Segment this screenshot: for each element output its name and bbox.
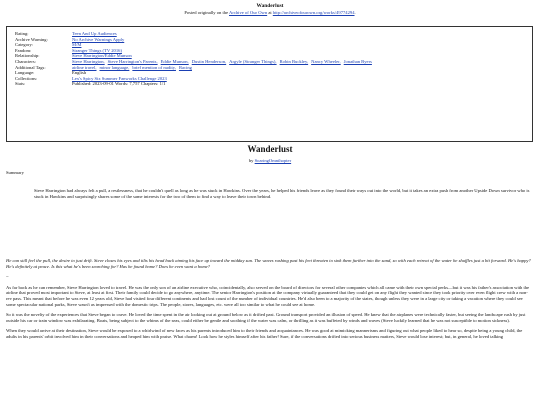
meta-tag-link[interactable]: minor language, (99, 64, 130, 70)
posted-prefix: Posted originally on the (184, 9, 229, 15)
meta-key: Additional Tags: (15, 64, 46, 70)
section-separator: ~ (6, 274, 9, 280)
meta-tag-link[interactable]: No Archive Warnings Apply (72, 36, 125, 42)
meta-tag-link[interactable]: M/M (72, 42, 82, 48)
at-text: at (268, 9, 272, 15)
meta-key: Language: (15, 70, 35, 76)
author-link[interactable]: SoaringOmnihopter (254, 158, 292, 163)
meta-tag-link[interactable]: Stranger Things (TV 2016) (72, 47, 122, 53)
meta-tag-link[interactable]: Steve Harrington, (72, 58, 105, 64)
meta-tag-link[interactable]: Dustin Henderson, (191, 58, 227, 64)
by-text: by (248, 158, 254, 163)
meta-key: Relationship: (15, 53, 40, 59)
meta-tag-link[interactable]: Teen And Up Audiences (72, 31, 117, 36)
body-paragraph: As far back as he can remember, Steve Harrington loved to travel. He was the only son of an airline executive who, coincidentally, also served on the board of directors for several other companies which all came with their own special perks—but it was his father's association with the airline that proved most important to Steve, at least at first. Their family could decide to go anywhere, anytime. The senior Harrington's position at the company virtually guaranteed that they could get on any flight they wanted since they took priority over even flight crew with a non-rev pass. This meant that before he was even 12 years old, Steve had visited four different continents and had lost count of the number of individual countries. He'd also been to a majority of the states, though unless they were in a large city or taking a vacation where they could see some spectacular national parks, Steve wasn't as impressed with the domestic trips. The people, stores, languages, etc. were all too similar to what he could see at home. (6, 284, 530, 307)
meta-key: Stats: (15, 81, 26, 87)
summary-label: Summary (6, 170, 24, 175)
posted-line (0, 10, 540, 16)
meta-tag-link[interactable]: Steve Harrington's Parents, (107, 58, 158, 64)
archive-link[interactable]: Archive of Our Own (229, 9, 268, 15)
meta-key: Fandom: (15, 47, 32, 53)
period: . (354, 9, 356, 15)
export-title: Wanderlust (256, 3, 284, 9)
meta-key: Category: (15, 42, 34, 48)
meta-row (15, 81, 532, 87)
meta-tag-link[interactable]: Steve Harrington/Eddie Munson (72, 53, 132, 59)
work-url-link[interactable]: http://archiveofourown.org/works/49774294 (272, 9, 355, 15)
body-paragraph: When they would arrive at their destination, Steve would be exposed to a whirlwind of new faces as his parents introduced him to their friends and acquaintances. He was good at mimicking mannerisms and figuring out what people liked to hear so, despite being a young child, the adults in his parents' orbit involved him in their conversations and heaped him with praise. What charm! Look how he styles himself after his father! Sure, if the conversations drifted into serious business matters, Steve would lose interest; but, in general, he loved talking (6, 328, 523, 339)
meta-key: Collections: (15, 75, 38, 81)
meta-key: Characters: (15, 58, 36, 64)
meta-value: English (72, 70, 87, 76)
meta-tag-link[interactable]: Robin Buckley, (279, 58, 309, 64)
opening-italic-paragraph: He can still feel the pull, the desire to just drift. Steve closes his eyes and tilts his head back aiming his face up toward the midday sun. The waves rushing past his feet threaten to sink them further into the sand, so with each retreat of the water he shuffles just a bit forward. He's happy? He's definitely at peace. Is this what he's been searching for? Has he found home? Does he even want a home? (6, 258, 531, 269)
work-body (6, 258, 532, 345)
meta-key: Archive Warning: (15, 36, 48, 42)
meta-tag-link[interactable]: Eddie Munson, (160, 58, 189, 64)
meta-value: Published: 2023-09-01 Words: 7,757 Chapters: 1/1 (72, 81, 166, 87)
work-meta-box (6, 26, 533, 142)
meta-tag-link[interactable]: Racing (178, 64, 192, 70)
meta-key: Rating: (15, 31, 29, 36)
meta-tag-link[interactable]: Nancy Wheeler, (311, 58, 341, 64)
meta-tag-link[interactable]: airline travel, (72, 64, 97, 70)
meta-tag-link[interactable]: Jonathan Byers (343, 58, 372, 64)
meta-tag-link[interactable]: Argyle (Stranger Things), (229, 58, 277, 64)
summary-text: Steve Harrington had always felt a pull, a restlessness, that he couldn't quell as long as he was stuck in Hawkins. Over the years, he helped his friends leave as they found their ways out into the world, but it takes an extra push from another Upside Down survivor who is stuck in Hawkins and surprisingly shares some of the same interests for the two of them to find a way to leave their town behind. (34, 188, 530, 199)
meta-tag-link[interactable]: brief mention of nudity, (132, 64, 176, 70)
byline (0, 158, 540, 164)
work-title: Wanderlust (247, 144, 293, 154)
meta-tag-link[interactable]: Lex's Spicy Six Summer Fanworks Challenge 2023 (72, 75, 167, 81)
export-header (0, 0, 540, 15)
body-paragraph: So it was the novelty of the experiences that Steve began to crave. He loved the time spent in the air looking out at ground below as it drifted past. Ground transport provided an illusion of speed. He knew that the airplanes were technically faster, but seeing the landscape rush by just outside his car or train window was exhilarating. Boats, being subject to the whims of the seas, could either be gentle and soothing if the water was calm, or thrilling as it was buffeted by winds and waves (Steve luckily learned that he was not susceptible to motion sickness). (6, 312, 526, 323)
